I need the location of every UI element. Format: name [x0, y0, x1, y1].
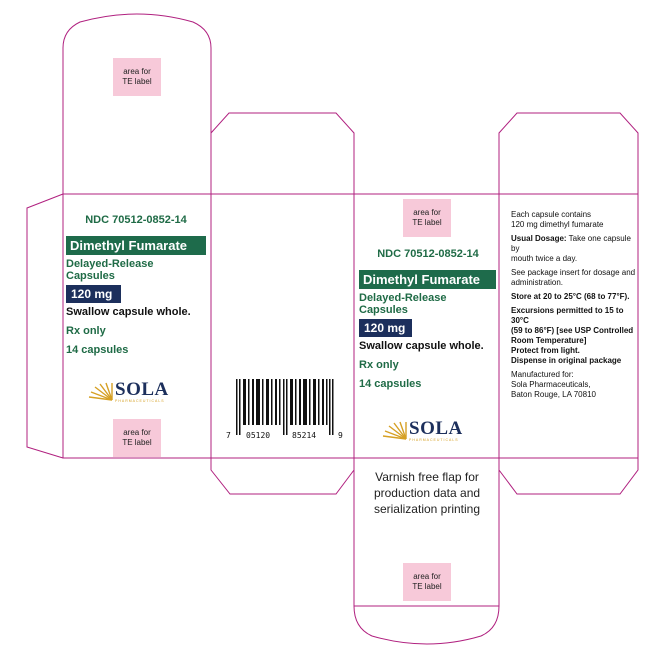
top-tuck-flap	[63, 14, 211, 194]
swallow-instruction: Swallow capsule whole.	[66, 306, 191, 318]
bottom-dust-flap-left	[211, 458, 354, 494]
barcode-lead-digit: 7	[226, 431, 231, 440]
ndc-number: NDC 70512-0852-14	[85, 214, 187, 226]
capsule-count: 14 capsules	[66, 344, 129, 356]
glue-flap	[27, 194, 63, 458]
subtitle-line1: Delayed-Release	[66, 258, 154, 270]
subtitle-line2: Capsules	[66, 270, 115, 282]
te-label-area-top	[113, 58, 161, 96]
te-label-line1: area for	[123, 428, 151, 437]
mfd-line3: Baton Rouge, LA 70810	[511, 390, 596, 399]
te-label-area-right-top	[403, 199, 451, 237]
excursions-line1: Excursions permitted to 15 to 30°C	[511, 306, 624, 325]
logo-tagline: PHARMACEUTICALS	[409, 438, 459, 442]
product-name: Dimethyl Fumarate	[66, 236, 206, 255]
front-panel-left	[66, 214, 206, 356]
te-label-line1: area for	[413, 572, 441, 581]
te-label-area-left-bottom	[113, 419, 161, 457]
flap-line2: production data and	[373, 486, 481, 500]
te-label-line1: area for	[123, 67, 151, 76]
logo-tagline: PHARMACEUTICALS	[115, 399, 165, 403]
product-name: Dimethyl Fumarate	[359, 270, 496, 289]
info-panel	[511, 210, 636, 404]
contents-line1: Each capsule contains	[511, 210, 592, 219]
subtitle-line2: Capsules	[359, 304, 408, 316]
insert-line2: administration.	[511, 278, 564, 287]
usual-dosage-text2: mouth twice a day.	[511, 254, 578, 263]
mfd-line2: Sola Pharmaceuticals,	[511, 380, 591, 389]
logo-wordmark: SOLA	[409, 418, 463, 439]
strength-badge: 120 mg	[359, 319, 412, 337]
package-insert-note	[511, 268, 636, 288]
rx-only: Rx only	[66, 325, 106, 337]
te-label-line2: TE label	[122, 77, 152, 86]
varnish-free-flap-note	[358, 469, 496, 517]
swallow-instruction: Swallow capsule whole.	[359, 340, 484, 352]
flap-line1: Varnish free flap for	[375, 470, 479, 484]
flap-line3: serialization printing	[373, 502, 481, 516]
insert-line1: See package insert for dosage and	[511, 268, 636, 277]
manufacturer-info	[511, 370, 636, 400]
usual-dosage-label: Usual Dosage:	[511, 234, 567, 243]
ndc-number: NDC 70512-0852-14	[377, 248, 479, 260]
upc-barcode	[224, 379, 346, 445]
top-dust-flap-right	[499, 113, 638, 194]
bottom-dust-flap-right	[499, 458, 638, 494]
excursions-line3: Room Temperature]	[511, 336, 587, 345]
mfd-line1: Manufactured for:	[511, 370, 574, 379]
barcode-check-digit: 9	[338, 431, 343, 440]
rx-only: Rx only	[359, 359, 399, 371]
excursions-statement	[511, 306, 636, 366]
te-label-line2: TE label	[412, 582, 442, 591]
top-dust-flap-left	[211, 113, 354, 194]
storage-statement: Store at 20 to 25°C (68 to 77°F).	[511, 292, 630, 301]
usual-dosage-text1: Take one capsule by	[511, 234, 631, 253]
front-panel-right	[359, 248, 497, 390]
sola-logo-right	[381, 419, 463, 442]
te-label-line2: TE label	[122, 438, 152, 447]
barcode-bars	[224, 379, 346, 435]
barcode-left-group: 05120	[246, 431, 271, 440]
strength-badge: 120 mg	[66, 285, 121, 303]
capsule-count: 14 capsules	[359, 378, 422, 390]
te-label-area-flap	[403, 563, 451, 601]
contents-line2: 120 mg dimethyl fumarate	[511, 220, 604, 229]
sunburst-icon	[87, 382, 115, 402]
excursions-line2: (59 to 86°F) [see USP Controlled	[511, 326, 634, 335]
contents-statement	[511, 210, 636, 230]
te-label-line1: area for	[413, 208, 441, 217]
subtitle-line1: Delayed-Release	[359, 292, 447, 304]
sola-logo-left	[87, 380, 169, 403]
dispense-statement: Dispense in original package	[511, 356, 622, 365]
barcode-right-group: 85214	[292, 431, 317, 440]
protect-from-light: Protect from light.	[511, 346, 580, 355]
usual-dosage	[511, 234, 636, 264]
sunburst-icon	[381, 421, 409, 441]
logo-wordmark: SOLA	[115, 379, 169, 400]
te-label-line2: TE label	[412, 218, 442, 227]
